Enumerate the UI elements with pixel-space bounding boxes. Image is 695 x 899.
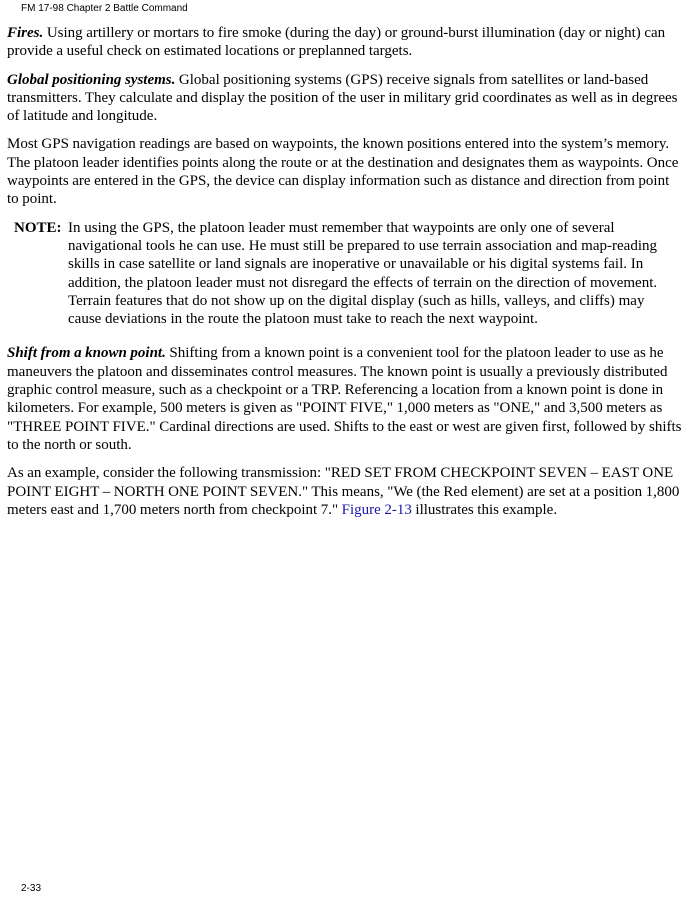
running-header: FM 17-98 Chapter 2 Battle Command (21, 3, 188, 14)
note-text: In using the GPS, the platoon leader must remember that waypoints are only one of several navigational tools he can use. He must still be prepared to use terrain association and map-reading skills in case satellite or land signals are inoperative or unavailable or his digital systems fail. In addition, the platoon leader must not disregard the effects of terrain on the direction of movement. Terrain features that do not show up on the digital display (such as hills, valleys, and cliffs) may cause deviations in the route the platoon must take to reach the next waypoint. (68, 219, 658, 328)
term-shift: Shift from a known point. (7, 345, 166, 362)
text-shift: Shifting from a known point is a convenient tool for the platoon leader to use as he maneuvers the platoon and disseminates control measures. The known point is usually a previously distributed graphic control measure, such as a checkpoint or a TRP. Referencing a location from a known point is done in kilometers. For example, 500 meters is given as "POINT FIVE," 1,000 meters as "ONE," and 3,500 meters as "THREE POINT FIVE." Cardinal directions are used. Shifts to the east or west are given first, followed by shifts to the north or south. (7, 345, 682, 453)
figure-2-13-link[interactable]: Figure 2-13 (341, 501, 412, 518)
paragraph-fires (7, 24, 683, 61)
page-body (7, 24, 683, 529)
page-number: 2-33 (21, 883, 42, 894)
paragraph-shift (7, 344, 683, 454)
note-block (7, 219, 683, 329)
text-example-before: As an example, consider the following transmission: "RED SET FROM CHECKPOINT SEVEN – EAST ONE POINT EIGHT – NORTH ONE POINT SEVEN." This means, "We (the Red element) are set at a position 1,800 meters east and 1,700 meters north from checkpoint 7." (7, 465, 680, 518)
paragraph-gps (7, 71, 683, 126)
text-gps: Global positioning systems (GPS) receive signals from satellites or land-based transmitters. They calculate and display the position of the user in military grid coordinates as well as in degrees of latitude and longitude. (7, 71, 678, 125)
text-fires: Using artillery or mortars to fire smoke (during the day) or ground-burst illumination (day or night) can provide a useful check on estimated locations or preplanned targets. (7, 25, 666, 60)
text-example-after: illustrates this example. (411, 501, 558, 518)
paragraph-waypoints (7, 135, 683, 208)
note-label: NOTE: (14, 219, 62, 236)
term-fires: Fires. (7, 25, 44, 41)
paragraph-example (7, 464, 683, 519)
text-waypoints: Most GPS navigation readings are based on waypoints, the known positions entered into the system’s memory. The platoon leader identifies points along the route or at the destination and designates them as waypoints. Once waypoints are entered in the GPS, the device can display information such as distance and direction from point to point. (7, 136, 679, 208)
term-gps: Global positioning systems. (7, 71, 176, 88)
